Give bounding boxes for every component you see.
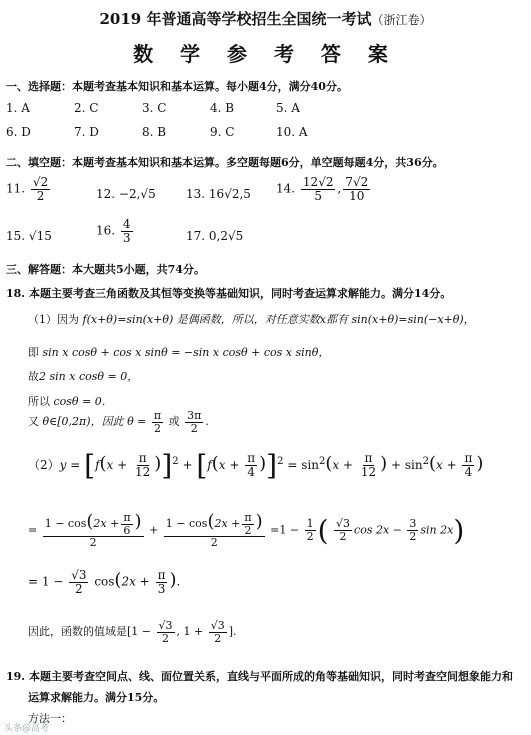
section2-heading: 二、填空题：本题考查基本知识和基本运算。多空题每题6分，单空题每题4分，共36分。: [6, 156, 444, 169]
choice-answer: 4. B: [210, 101, 235, 115]
section3-heading: 三、解答题：本大题共5小题，共74分。: [6, 263, 205, 276]
q19-intro-line2: 运算求解能力。满分15分。: [28, 691, 165, 704]
q11-fraction: $\frac{√2}{2}$: [32, 175, 49, 203]
q19-intro-line1: 19. 本题主要考查空间点、线、面位置关系，直线与平面所成的角等基础知识，同时考查空间想象能力和: [6, 670, 513, 683]
choice-answer: 8. B: [142, 125, 167, 139]
q18-line5: 又 θ∈[0,2π)，因此 θ = $\frac{\pi}{2}$ 或 $\frac{3\pi}{2}$ .: [28, 409, 209, 435]
q18-line3: 故2 sin x cosθ = 0，: [28, 370, 139, 383]
choice-answer: 7. D: [74, 125, 99, 139]
section1-heading: 一、选择题：本题考查基本知识和基本运算。每小题4分，满分40分。: [6, 80, 348, 93]
q18-part2-eq2: = 1 − cos(2x + $\frac{\pi}{6}$ ) 2 + 1 − cos(2x + $\frac{\pi}{2}$ ) 2 =1 − $\frac{1}{2}$ ( $\frac{√3}{2}$ cos 2x − $\frac{3}{2}$ sin 2x): [28, 511, 465, 550]
q14-answer: 14. $\frac{12√2}{5}$ , $\frac{7√2}{10}$: [276, 175, 369, 203]
q16-answer: 16. $\frac{4}{3}$: [96, 217, 131, 245]
choice-answer: 6. D: [6, 125, 31, 139]
choice-answer: 2. C: [74, 101, 99, 115]
watermark: 头条@高考: [4, 724, 50, 734]
q18-line4: 所以 cosθ = 0．: [28, 395, 113, 408]
choice-answer: 5. A: [276, 101, 300, 115]
q18-part1: （1）因为 f(x+θ)=sin(x+θ) 是偶函数，所以，对任意实数x都有 sin(x+θ)=sin(−x+θ)，: [28, 313, 475, 326]
page-title: [0, 8, 531, 29]
q11-answer: 11. $\frac{√2}{2}$: [6, 175, 49, 203]
choice-answer: 10. A: [276, 125, 308, 139]
q18-intro: 18. 本题主要考查三角函数及其恒等变换等基础知识，同时考查运算求解能力。满分14分。: [6, 287, 452, 300]
q15-answer: 15. √15: [6, 229, 52, 243]
q19-method-label: 方法一：: [28, 712, 72, 725]
exam-title: 2019 年普通高等学校招生全国统一考试: [99, 10, 372, 28]
exam-title-note: （浙江卷）: [371, 13, 432, 27]
q12-answer: 12. −2,√5: [96, 187, 156, 201]
choice-answer: 1. A: [6, 101, 30, 115]
page-subtitle: 数 学 参 考 答 案: [133, 42, 398, 66]
choice-answer: 3. C: [142, 101, 167, 115]
choice-answer: 9. C: [210, 125, 235, 139]
q18-line2: 即 sin x cosθ + cos x sinθ = −sin x cosθ + cos x sinθ，: [28, 346, 330, 359]
q18-conclusion: 因此，函数的值域是[1 − $\frac{√3}{2}$ , 1 + $\frac{√3}{2}$ ].: [28, 619, 237, 645]
q17-answer: 17. 0,2√5: [186, 229, 244, 243]
q18-part2-eq3: = 1 − $\frac{√3}{2}$ cos(2x + $\frac{\pi}{3}$ ).: [28, 568, 181, 596]
q13-answer: 13. 16√2,5: [186, 187, 251, 201]
q18-part2-eq1: （2）y = [f(x + $\frac{\pi}{12}$ )]$^2$ + [f(x + $\frac{\pi}{4}$ )]$^2 = \sin^2(x$ + $\frac{\pi}{12}$ ) + $\sin^2(x$ + $\frac{\pi}{4}$ ): [28, 449, 484, 482]
